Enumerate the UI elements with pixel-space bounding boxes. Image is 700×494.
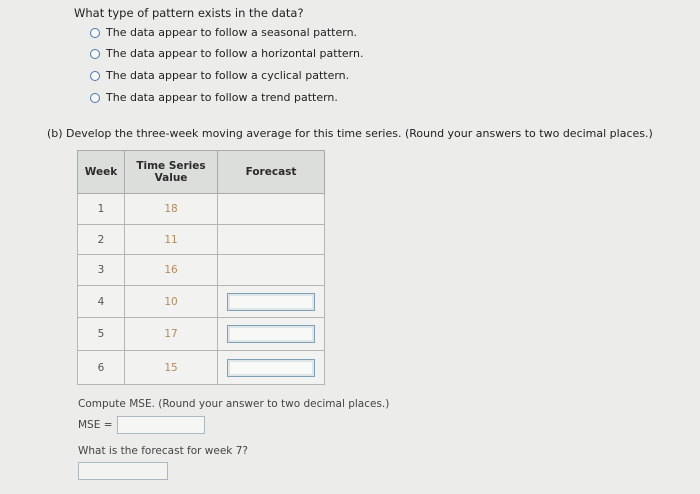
value-cell: 18 [125, 194, 218, 225]
pattern-question: What type of pattern exists in the data? [74, 6, 304, 20]
week-cell: 5 [78, 318, 125, 351]
week-cell: 4 [78, 286, 125, 318]
radio-button[interactable] [90, 93, 100, 103]
forecast-cell [218, 194, 325, 225]
mse-label: MSE = [78, 419, 113, 431]
option-label: The data appear to follow a trend pattern. [106, 91, 338, 104]
radio-button[interactable] [90, 28, 100, 38]
moving-average-table [77, 150, 325, 385]
forecast-cell [218, 351, 325, 385]
week-cell: 6 [78, 351, 125, 385]
option-label: The data appear to follow a cyclical pattern. [106, 69, 350, 82]
radio-button[interactable] [90, 49, 100, 59]
week-cell: 2 [78, 225, 125, 255]
value-cell: 15 [125, 351, 218, 385]
mse-instruction: Compute MSE. (Round your answer to two decimal places.) [78, 398, 390, 410]
option-seasonal[interactable] [90, 26, 357, 39]
week-cell: 3 [78, 255, 125, 286]
header-week: Week [78, 151, 125, 194]
forecast-input-week-6[interactable] [227, 359, 315, 377]
option-cyclical[interactable] [90, 69, 349, 82]
header-value: Time Series Value [125, 151, 218, 194]
mse-row [78, 416, 205, 434]
forecast-input-week-4[interactable] [227, 293, 315, 311]
part-b-instruction: (b) Develop the three-week moving average for this time series. (Round your answers to two decimal places.) [47, 127, 653, 140]
value-cell: 10 [125, 286, 218, 318]
forecast-cell [218, 286, 325, 318]
option-trend[interactable] [90, 91, 338, 104]
forecast-input-week-5[interactable] [227, 325, 315, 343]
value-cell: 17 [125, 318, 218, 351]
week7-forecast-input[interactable] [78, 462, 168, 480]
option-label: The data appear to follow a seasonal pattern. [106, 26, 358, 39]
mse-input[interactable] [117, 416, 205, 434]
header-forecast: Forecast [218, 151, 325, 194]
option-horizontal[interactable] [90, 47, 363, 60]
forecast-cell [218, 318, 325, 351]
radio-button[interactable] [90, 71, 100, 81]
value-cell: 16 [125, 255, 218, 286]
week-cell: 1 [78, 194, 125, 225]
value-cell: 11 [125, 225, 218, 255]
week7-question: What is the forecast for week 7? [78, 445, 248, 457]
forecast-cell [218, 225, 325, 255]
forecast-cell [218, 255, 325, 286]
option-label: The data appear to follow a horizontal pattern. [106, 47, 364, 60]
